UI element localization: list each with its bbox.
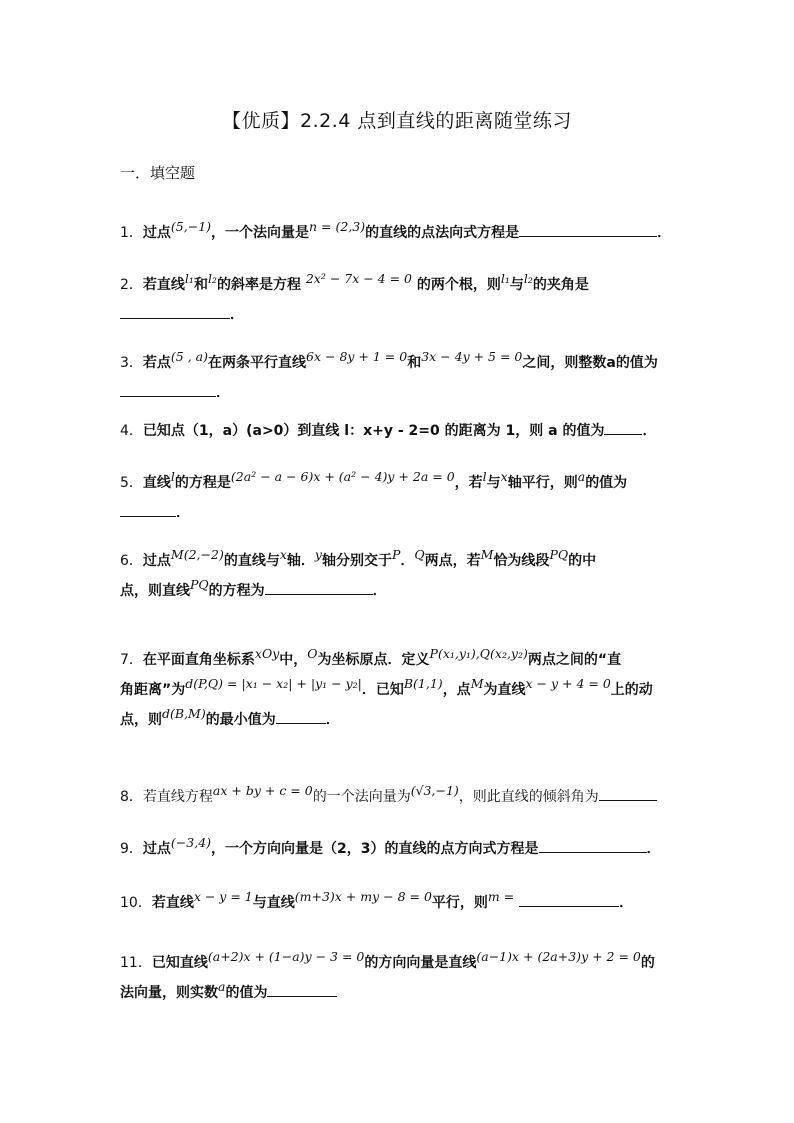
math-formula: O [307, 646, 318, 661]
question-text: 的方向向量是直线 [364, 955, 477, 971]
question-text: 轴平行，则 [507, 475, 578, 491]
question-text: 的两个根，则 [416, 277, 501, 293]
math-formula: (5 , a) [170, 349, 209, 364]
question-text: 两点之间的“直 [527, 652, 622, 668]
question-text: 法向量，则实数 [120, 985, 218, 1001]
section-heading: 一．填空题 [120, 164, 196, 182]
question-text: 已知点（1，a）(a>0）到直线 l：x+y - 2=0 的距离为 1，则 a 的值为 [142, 423, 605, 439]
math-formula: l [170, 469, 175, 484]
question-1 [120, 218, 678, 248]
question-text: 若直线方程 [142, 789, 213, 805]
question-number: 3． [120, 355, 143, 371]
answer-blank[interactable] [120, 304, 230, 319]
question-text: 在两条平行直线 [208, 355, 307, 371]
question-number: 10． [120, 895, 152, 911]
question-text: 过点 [142, 225, 171, 241]
question-text: 与直线 [252, 895, 295, 911]
question-number: 11． [120, 955, 152, 971]
question-text: ． [657, 225, 672, 241]
answer-blank[interactable] [519, 222, 657, 237]
document-title: 【优质】2.2.4 点到直线的距离随堂练习 [222, 110, 572, 132]
math-formula: Q [414, 547, 425, 562]
question-text: ．已知 [361, 682, 404, 698]
math-formula: n = (2,3) [309, 219, 366, 234]
question-text: 的 [640, 955, 655, 971]
question-text: 的中 [568, 553, 597, 569]
question-text: ，则此直线的倾斜角为 [458, 789, 599, 805]
question-number: 9． [120, 841, 143, 857]
question-text: 和 [407, 355, 422, 371]
math-formula: M(2,−2) [170, 547, 224, 562]
math-formula: x [279, 547, 287, 562]
question-text: 已知直线 [151, 955, 208, 971]
math-formula: x [500, 469, 508, 484]
question-text: 轴分别交于 [321, 553, 392, 569]
question-text: 的夹角是 [532, 277, 589, 293]
math-formula: l₁ [184, 271, 194, 286]
math-formula: M [470, 676, 484, 691]
math-formula: 6x − 8y + 1 = 0 [306, 349, 408, 364]
math-formula: a [218, 979, 226, 994]
answer-blank[interactable] [539, 838, 647, 853]
question-text: 若直线 [142, 277, 185, 293]
question-text: 为坐标原点．定义 [317, 652, 430, 668]
math-formula: l₁ [500, 271, 510, 286]
question-text: 轴． [286, 553, 315, 569]
question-text: ，一个方向向量是（2，3）的直线的点方向式方程是 [211, 841, 539, 857]
question-text: 若点 [142, 355, 171, 371]
answer-blank[interactable] [120, 502, 176, 517]
math-formula: ax + by + c = 0 [212, 783, 313, 798]
question-text: 在平面直角坐标系 [142, 652, 255, 668]
question-text: 恰为线段 [493, 553, 550, 569]
question-5 [120, 468, 678, 528]
question-text: ． [372, 583, 387, 599]
math-formula: l₂ [523, 271, 533, 286]
answer-blank[interactable] [599, 786, 657, 801]
question-6 [120, 546, 678, 606]
question-number: 8． [120, 789, 143, 805]
question-text: 角距离”为 [120, 682, 186, 698]
question-text: ． [619, 895, 634, 911]
question-number: 2． [120, 277, 143, 293]
question-text: ，一个法向量是 [211, 225, 310, 241]
math-formula: (2a² − a − 6)x + (a² − 4)y + 2a = 0 [230, 469, 455, 484]
question-text: 中， [279, 652, 308, 668]
math-formula: (m+3)x + my − 8 = 0 [294, 889, 432, 904]
question-text: 的方程是 [174, 475, 231, 491]
math-formula: d(B,M) [162, 706, 206, 721]
question-text: ． [176, 505, 190, 521]
answer-blank[interactable] [276, 709, 326, 724]
question-text: ． [646, 841, 661, 857]
question-text: 之间，则整数a的值为 [522, 355, 658, 371]
math-formula: B(1,1) [403, 676, 443, 691]
question-text: 的一个法向量为 [312, 789, 411, 805]
question-text: 若直线 [151, 895, 194, 911]
math-formula: (−3,4) [170, 835, 212, 850]
question-number: 6． [120, 553, 143, 569]
math-formula: (a−1)x + (2a+3)y + 2 = 0 [476, 949, 641, 964]
question-text: 两点，若 [424, 553, 481, 569]
question-9 [120, 834, 678, 864]
math-formula: 3x − 4y + 5 = 0 [421, 349, 523, 364]
question-text: 的直线与 [223, 553, 280, 569]
math-formula: l [482, 469, 487, 484]
question-text: 平行，则 [431, 895, 488, 911]
question-4 [120, 416, 678, 446]
math-formula: 2x² − 7x − 4 = 0 [305, 271, 413, 286]
question-2 [120, 270, 678, 330]
math-formula: xOy [254, 646, 280, 661]
math-formula: m = [487, 889, 515, 904]
question-text: 和 [193, 277, 208, 293]
math-formula: (a+2)x + (1−a)y − 3 = 0 [207, 949, 365, 964]
question-text: 直线 [142, 475, 171, 491]
question-8 [120, 782, 678, 812]
math-formula: y [314, 547, 322, 562]
math-formula: PQ [190, 577, 209, 592]
question-text: ，若 [454, 475, 483, 491]
answer-blank[interactable] [604, 420, 642, 435]
question-text: 的方程为 [208, 583, 265, 599]
question-text: 过点 [142, 553, 171, 569]
math-formula: x − y = 1 [193, 889, 253, 904]
question-number: 1． [120, 225, 143, 241]
question-text: 点，则 [120, 712, 162, 728]
question-text: 的直线的点法向式方程是 [365, 225, 520, 241]
question-text: 的斜率是方程 [216, 277, 301, 293]
question-text: ，点 [442, 682, 471, 698]
answer-blank[interactable] [120, 382, 216, 397]
question-text: 的最小值为 [205, 712, 276, 728]
question-text: ． [400, 553, 415, 569]
question-text: ． [642, 423, 657, 439]
question-10 [120, 888, 678, 918]
math-formula: a [577, 469, 586, 484]
question-3 [120, 348, 678, 408]
math-formula: x − y + 4 = 0 [525, 676, 611, 691]
question-text: 点，则直线 [120, 583, 190, 599]
question-text: 的值为 [585, 475, 628, 491]
question-text: 与 [486, 475, 501, 491]
math-formula: P [391, 547, 401, 562]
question-number: 5． [120, 475, 143, 491]
math-formula: M [480, 547, 494, 562]
question-text: ． [325, 712, 340, 728]
question-11 [120, 948, 678, 1008]
math-formula: l₂ [207, 271, 217, 286]
question-text: 过点 [142, 841, 171, 857]
answer-blank[interactable] [267, 982, 337, 997]
question-number: 4． [120, 423, 143, 439]
math-formula: (5,−1) [170, 219, 212, 234]
answer-blank[interactable] [265, 580, 373, 595]
question-text: 为直线 [483, 682, 526, 698]
question-text: ． [230, 307, 244, 323]
answer-blank[interactable] [519, 892, 619, 907]
math-formula: P(x₁,y₁),Q(x₂,y₂) [429, 646, 528, 661]
question-text: 上的动 [610, 682, 653, 698]
math-formula: (√3,−1) [410, 783, 459, 798]
question-7 [120, 645, 678, 735]
question-number: 7． [120, 652, 143, 668]
question-text: ． [216, 385, 230, 401]
math-formula: d(P,Q) = |x₁ − x₂| + |y₁ − y₂| [185, 676, 362, 691]
math-formula: PQ [549, 547, 569, 562]
question-text: 与 [509, 277, 524, 293]
question-text: 的值为 [225, 985, 268, 1001]
